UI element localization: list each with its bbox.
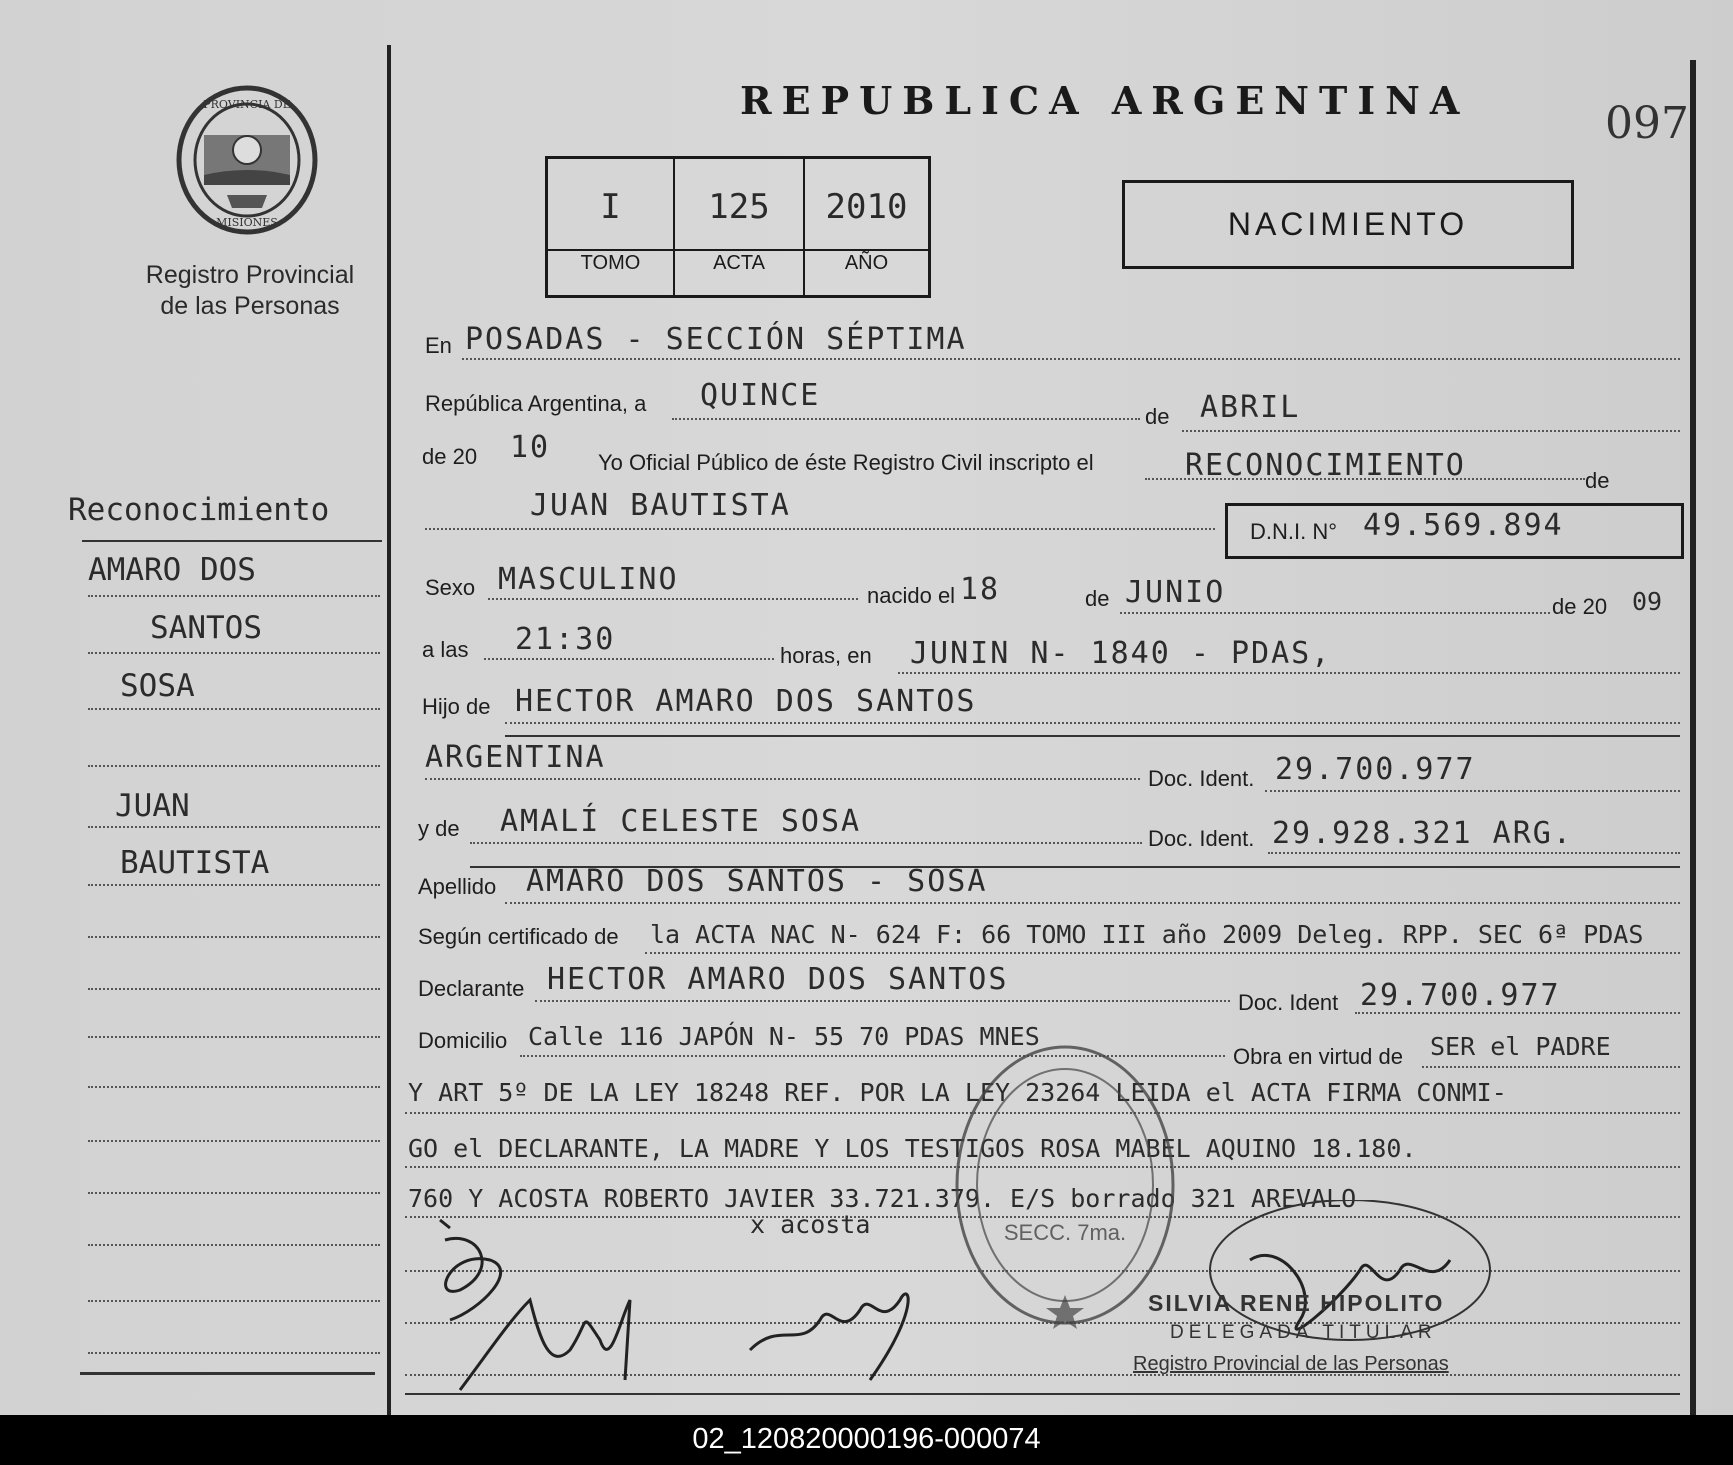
declarante-doc: 29.700.977 <box>1360 978 1561 1013</box>
padre-solid-line <box>505 735 1680 737</box>
apellido-label: Apellido <box>418 874 497 899</box>
footer-bar <box>0 1415 1733 1465</box>
padre-doc: 29.700.977 <box>1275 752 1476 787</box>
en-label: En <box>425 333 452 358</box>
horas-en-label: horas, en <box>780 643 872 668</box>
madre-doc: 29.928.321 ARG. <box>1272 816 1573 851</box>
delegate-name: SILVIA RENE HIPOLITO <box>1148 1290 1445 1316</box>
svg-text:SECC. 7ma.: SECC. 7ma. <box>1003 1220 1127 1245</box>
dia-value: QUINCE <box>700 378 821 413</box>
margin-rule-13 <box>88 1244 380 1246</box>
delegate-office: Registro Provincial de las Personas <box>1133 1353 1449 1375</box>
margin-rule-10 <box>88 1086 380 1088</box>
nacido-anio: 09 <box>1632 587 1663 616</box>
observacion-line-1: Y ART 5º DE LA LEY 18248 REF. POR LA LEY 23264 LEIDA el ACTA FIRMA CONMI- <box>408 1078 1507 1107</box>
declarante-line <box>535 1000 1230 1002</box>
margin-rule-11 <box>88 1140 380 1142</box>
registry-box <box>545 156 931 298</box>
document-title: REPUBLICA ARGENTINA <box>740 78 1470 123</box>
dni-value: 49.569.894 <box>1363 508 1564 543</box>
margin-rule-14 <box>88 1300 380 1302</box>
dni-box <box>1225 503 1684 559</box>
delegate-role: DELEGADA TITULAR <box>1170 1322 1437 1343</box>
nombre-value: JUAN BAUTISTA <box>530 488 791 523</box>
margin-line-1: AMARO DOS <box>88 552 256 588</box>
margin-rule-15 <box>88 1352 380 1354</box>
testigo-firma: x acosta <box>750 1210 871 1239</box>
tomo-label: TOMO <box>580 252 641 274</box>
dia-line <box>672 418 1140 420</box>
declarante-label: Declarante <box>418 976 525 1001</box>
madre-doc-label: Doc. Ident. <box>1148 826 1255 851</box>
margin-line-5: JUAN <box>115 788 190 824</box>
anio-label: AÑO <box>844 252 889 274</box>
nacido-mes: JUNIO <box>1125 575 1226 610</box>
inscripto-value: RECONOCIMIENTO <box>1185 448 1466 483</box>
de-label-3: de <box>1085 586 1110 611</box>
margin-rule-12 <box>88 1192 380 1194</box>
margin-rule-5 <box>88 826 380 828</box>
margin-heading-line <box>82 540 382 542</box>
acta-label: ACTA <box>713 252 765 274</box>
org-line-2: de las Personas <box>160 292 340 320</box>
padre-doc-label: Doc. Ident. <box>1148 766 1255 791</box>
mes-line <box>1182 430 1680 432</box>
acta-value: 125 <box>708 187 770 227</box>
anio-value: 2010 <box>825 187 908 227</box>
nacido-dia: 18 <box>960 572 1001 607</box>
margin-line-2: SANTOS <box>150 610 262 646</box>
nombre-line <box>425 528 1215 530</box>
sexo-label: Sexo <box>425 575 476 600</box>
margin-rule-1 <box>88 595 380 597</box>
official-stamp-icon <box>950 1040 1180 1335</box>
alas-label: a las <box>422 637 469 662</box>
en-value: POSADAS - SECCIÓN SÉPTIMA <box>465 322 967 357</box>
hora-value: 21:30 <box>515 622 616 657</box>
margin-bottom-line <box>80 1372 375 1375</box>
column-divider <box>387 45 391 1415</box>
hora-line <box>484 658 774 660</box>
margin-rule-2 <box>88 652 380 654</box>
margin-rule-9 <box>88 1036 380 1038</box>
declarante-doc-label: Doc. Ident <box>1238 990 1339 1015</box>
padre-value: HECTOR AMARO DOS SANTOS <box>515 684 977 719</box>
tomo-value: I <box>600 187 621 227</box>
margin-line-6: BAUTISTA <box>120 845 270 881</box>
tomo-cell <box>548 159 675 295</box>
org-line-1: Registro Provincial <box>145 261 355 289</box>
oficial-label: Yo Oficial Público de éste Registro Civil inscripto el <box>598 450 1094 475</box>
acta-cell <box>675 159 805 295</box>
madre-doc-line <box>1268 852 1680 854</box>
de20-label: de 20 <box>422 444 478 469</box>
svg-text:MISIONES: MISIONES <box>216 216 278 229</box>
margin-heading: Reconocimiento <box>68 492 330 528</box>
apellido-value: AMARO DOS SANTOS - SOSA <box>526 864 988 899</box>
nacionalidad-line <box>425 778 1140 780</box>
domicilio-label: Domicilio <box>418 1028 508 1053</box>
margin-rule-3 <box>88 708 380 710</box>
dni-label: D.N.I. N° <box>1250 519 1338 544</box>
yde-label: y de <box>418 816 460 841</box>
margin-rule-4 <box>88 765 380 767</box>
file-id: 02_120820000196-000074 <box>692 1423 1041 1455</box>
en-line <box>462 358 1680 360</box>
observacion-line-3: 760 Y ACOSTA ROBERTO JAVIER 33.721.379. E/S borrado 321 AREVALO <box>408 1184 1357 1213</box>
padre-line <box>505 722 1680 724</box>
page-edge <box>1690 60 1696 1415</box>
madre-value: AMALÍ CELESTE SOSA <box>500 804 862 839</box>
anio-cell <box>805 159 928 295</box>
anio-inscripcion-value: 10 <box>510 430 551 465</box>
obra-line <box>1422 1066 1680 1068</box>
sexo-value: MASCULINO <box>498 562 679 597</box>
certificado-line <box>645 952 1680 954</box>
record-type-box: NACIMIENTO <box>1122 180 1574 269</box>
nacido-label: nacido el <box>867 583 956 608</box>
declarante-doc-line <box>1355 1012 1680 1014</box>
lugar-line <box>898 672 1680 674</box>
obra-label: Obra en virtud de <box>1233 1044 1403 1069</box>
de-label: de <box>1145 404 1170 429</box>
margin-rule-8 <box>88 988 380 990</box>
mes-value: ABRIL <box>1200 390 1301 425</box>
margin-line-3: SOSA <box>120 668 195 704</box>
apellido-line <box>505 902 1680 904</box>
obra-value: SER el PADRE <box>1430 1032 1611 1061</box>
declarante-value: HECTOR AMARO DOS SANTOS <box>547 962 1009 997</box>
organization-name <box>120 260 380 322</box>
padre-nacionalidad: ARGENTINA <box>425 740 606 775</box>
nacido-mes-line <box>1120 612 1550 614</box>
certificado-value: la ACTA NAC N- 624 F: 66 TOMO III año 2009 Deleg. RPP. SEC 6ª PDAS <box>650 920 1644 949</box>
republica-label: República Argentina, a <box>425 391 647 416</box>
padre-doc-line <box>1265 790 1680 792</box>
lugar-value: JUNIN N- 1840 - PDAS, <box>910 636 1332 671</box>
svg-text:PROVINCIA DE: PROVINCIA DE <box>203 98 291 111</box>
margin-rule-6 <box>88 884 380 886</box>
de20-label-2: de 20 <box>1552 594 1608 619</box>
margin-rule-7 <box>88 936 380 938</box>
domicilio-value: Calle 116 JAPÓN N- 55 70 PDAS MNES <box>528 1022 1040 1051</box>
sexo-line <box>488 598 858 600</box>
provincial-seal-icon <box>172 80 322 245</box>
document-number: 097 <box>1605 98 1689 149</box>
observacion-line-2: GO el DECLARANTE, LA MADRE Y LOS TESTIGOS ROSA MABEL AQUINO 18.180. <box>408 1134 1417 1163</box>
inscripto-line <box>1145 478 1585 480</box>
certificado-label: Según certificado de <box>418 924 619 949</box>
de-label-2: de <box>1585 468 1610 493</box>
hijo-label: Hijo de <box>422 694 491 719</box>
madre-line <box>470 842 1142 844</box>
